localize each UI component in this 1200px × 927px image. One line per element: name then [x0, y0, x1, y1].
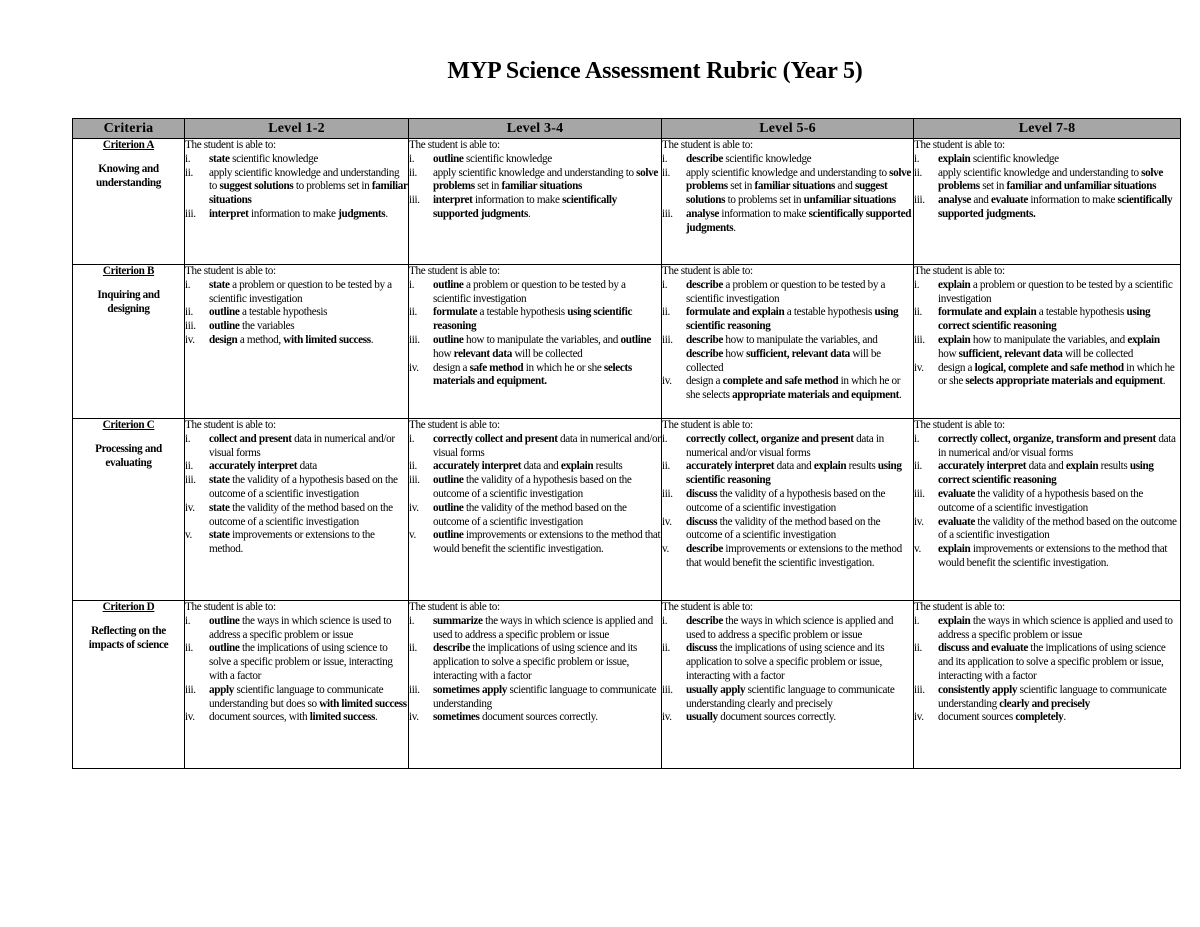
- descriptor-numeral: i.: [409, 614, 415, 627]
- descriptor-item: [662, 334, 913, 375]
- criterion-description: Knowing and understanding: [95, 162, 162, 189]
- descriptor-item: [185, 529, 408, 557]
- descriptor-text: state the validity of the method based on the outcome of a scientific investigation: [209, 501, 393, 528]
- descriptor-text: correctly collect and present data in numerical and/or visual forms: [433, 432, 661, 459]
- descriptor-numeral: ii.: [185, 460, 193, 473]
- header-level-5-6: Level 5-6: [662, 119, 914, 139]
- descriptor-cell-level-5-6: [662, 419, 914, 601]
- descriptor-item: [409, 433, 661, 461]
- descriptor-item: [662, 516, 913, 544]
- descriptor-text: correctly collect, organize and present data in numerical and/or visual forms: [686, 432, 884, 459]
- descriptor-text: describe scientific knowledge: [686, 152, 812, 165]
- descriptor-item: [662, 543, 913, 571]
- descriptor-cell-level-7-8: [914, 601, 1181, 769]
- descriptor-text: explain the ways in which science is applied and used to address a specific problem or issue: [938, 614, 1173, 641]
- descriptor-item: [914, 362, 1180, 390]
- descriptor-cell-level-1-2: [185, 139, 409, 265]
- descriptor-numeral: iii.: [409, 194, 420, 207]
- descriptor-numeral: ii.: [914, 460, 922, 473]
- descriptor-item: [914, 334, 1180, 362]
- descriptor-lead: The student is able to:: [662, 419, 753, 431]
- descriptor-item: [409, 279, 661, 307]
- descriptor-item: [409, 615, 661, 643]
- descriptor-cell-level-3-4: [409, 265, 662, 419]
- descriptor-item: [914, 167, 1180, 195]
- descriptor-text: explain how to manipulate the variables, and explain how sufficient, relevant data will be collected: [938, 333, 1160, 360]
- descriptor-text: apply scientific knowledge and understanding to solve problems set in familiar and unfamiliar situations: [938, 166, 1164, 193]
- header-level-1-2: Level 1-2: [185, 119, 409, 139]
- descriptor-item: [662, 460, 913, 488]
- descriptor-numeral: iii.: [409, 333, 420, 346]
- descriptor-numeral: ii.: [662, 306, 670, 319]
- descriptor-text: analyse information to make scientifically supported judgments.: [686, 207, 912, 234]
- descriptor-item: [185, 642, 408, 683]
- descriptor-numeral: iii.: [914, 194, 925, 207]
- descriptor-numeral: iii.: [185, 320, 196, 333]
- criterion-label-cell: [73, 265, 185, 419]
- descriptor-lead: The student is able to:: [662, 265, 753, 277]
- descriptor-item: [185, 502, 408, 530]
- descriptor-numeral: iv.: [914, 361, 924, 374]
- descriptor-lead: The student is able to:: [662, 601, 753, 613]
- descriptor-text: apply scientific knowledge and understanding to suggest solutions to problems set in familiar situations: [209, 166, 408, 207]
- descriptor-item: [662, 488, 913, 516]
- descriptor-item: [185, 711, 408, 725]
- descriptor-lead: The student is able to:: [662, 139, 753, 151]
- descriptor-item: [409, 167, 661, 195]
- descriptor-text: discuss the implications of using science and its application to solve a specific problem or issue, interacting with a factor: [686, 642, 885, 682]
- descriptor-numeral: iv.: [662, 711, 672, 724]
- descriptor-numeral: iv.: [914, 711, 924, 724]
- descriptor-cell-level-7-8: [914, 139, 1181, 265]
- descriptor-numeral: iii.: [409, 474, 420, 487]
- descriptor-numeral: iii.: [914, 683, 925, 696]
- descriptor-numeral: iii.: [914, 487, 925, 500]
- criterion-label-cell: [73, 419, 185, 601]
- descriptor-numeral: ii.: [662, 166, 670, 179]
- descriptor-numeral: iv.: [185, 501, 195, 514]
- descriptor-item: [914, 460, 1180, 488]
- descriptor-text: describe a problem or question to be tested by a scientific investigation: [686, 278, 886, 305]
- descriptor-cell-level-5-6: [662, 139, 914, 265]
- descriptor-numeral: v.: [409, 529, 416, 542]
- page-title: MYP Science Assessment Rubric (Year 5): [447, 58, 863, 84]
- descriptor-item: [914, 279, 1180, 307]
- descriptor-item: [185, 167, 408, 208]
- descriptor-item: [914, 684, 1180, 712]
- descriptor-lead: The student is able to:: [409, 265, 500, 277]
- descriptor-numeral: ii.: [409, 166, 417, 179]
- descriptor-numeral: ii.: [662, 460, 670, 473]
- descriptor-text: state scientific knowledge: [209, 152, 318, 165]
- header-criteria: Criteria: [73, 119, 185, 139]
- descriptor-text: analyse and evaluate information to make scientifically supported judgments.: [938, 194, 1173, 220]
- descriptor-numeral: iv.: [662, 375, 672, 388]
- descriptor-item: [914, 516, 1180, 544]
- descriptor-item: [914, 153, 1180, 167]
- descriptor-numeral: iii.: [662, 487, 673, 500]
- descriptor-numeral: iii.: [409, 683, 420, 696]
- descriptor-item: [662, 375, 913, 403]
- descriptor-text: interpret information to make judgments.: [209, 207, 388, 220]
- criterion-description: Inquiring and designing: [97, 288, 160, 315]
- descriptor-cell-level-7-8: [914, 419, 1181, 601]
- descriptor-numeral: ii.: [409, 306, 417, 319]
- descriptor-cell-level-1-2: [185, 601, 409, 769]
- descriptor-numeral: v.: [185, 529, 192, 542]
- descriptor-text: document sources completely.: [938, 711, 1066, 724]
- descriptor-item: [662, 279, 913, 307]
- descriptor-item: [662, 153, 913, 167]
- rubric-table: [72, 118, 1181, 769]
- descriptor-text: state a problem or question to be tested by a scientific investigation: [209, 278, 392, 305]
- descriptor-item: [914, 543, 1180, 571]
- descriptor-numeral: v.: [662, 543, 669, 556]
- descriptor-text: describe the implications of using science and its application to solve a specific problem or issue, interacting with a factor: [433, 642, 638, 682]
- criterion-row: [73, 265, 1181, 419]
- descriptor-numeral: iv.: [185, 711, 195, 724]
- descriptor-lead: The student is able to:: [409, 139, 500, 151]
- descriptor-cell-level-5-6: [662, 265, 914, 419]
- descriptor-item: [914, 306, 1180, 334]
- descriptor-text: sometimes document sources correctly.: [433, 711, 598, 724]
- descriptor-item: [409, 194, 661, 222]
- descriptor-text: formulate and explain a testable hypothesis using correct scientific reasoning: [938, 306, 1151, 333]
- descriptor-item: [914, 642, 1180, 683]
- descriptor-item: [185, 208, 408, 222]
- descriptor-item: [409, 642, 661, 683]
- descriptor-item: [409, 502, 661, 530]
- descriptor-numeral: i.: [914, 152, 920, 165]
- descriptor-text: outline the validity of a hypothesis based on the outcome of a scientific investigation: [433, 474, 632, 500]
- descriptor-item: [185, 320, 408, 334]
- descriptor-numeral: i.: [662, 432, 668, 445]
- descriptor-item: [662, 642, 913, 683]
- descriptor-item: [662, 208, 913, 236]
- descriptor-lead: The student is able to:: [185, 601, 276, 613]
- descriptor-item: [662, 433, 913, 461]
- descriptor-item: [409, 474, 661, 502]
- descriptor-cell-level-3-4: [409, 139, 662, 265]
- descriptor-numeral: i.: [185, 614, 191, 627]
- descriptor-numeral: ii.: [914, 166, 922, 179]
- descriptor-item: [662, 711, 913, 725]
- descriptor-lead: The student is able to:: [409, 601, 500, 613]
- descriptor-text: design a complete and safe method in which he or she selects appropriate materials and equipment.: [686, 375, 902, 402]
- descriptor-numeral: ii.: [409, 460, 417, 473]
- descriptor-item: [409, 529, 661, 557]
- descriptor-text: evaluate the validity of the method based on the outcome of a scientific investigation: [938, 515, 1177, 542]
- descriptor-text: formulate and explain a testable hypothesis using scientific reasoning: [686, 306, 899, 333]
- descriptor-lead: The student is able to:: [914, 419, 1005, 431]
- criterion-name: Criterion B: [102, 265, 155, 277]
- descriptor-numeral: i.: [662, 278, 668, 291]
- criterion-description: Reflecting on the impacts of science: [88, 624, 169, 651]
- header-row: [73, 119, 1181, 139]
- descriptor-text: discuss and evaluate the implications of using science and its application to solve a specific problem or issue, interacting with a factor: [938, 642, 1166, 682]
- descriptor-item: [409, 153, 661, 167]
- descriptor-text: summarize the ways in which science is applied and used to address a specific problem or issue: [433, 614, 653, 641]
- descriptor-text: outline improvements or extensions to the method that would benefit the scientific investigation.: [433, 529, 661, 556]
- descriptor-item: [409, 362, 661, 390]
- descriptor-lead: The student is able to:: [185, 419, 276, 431]
- descriptor-numeral: v.: [914, 543, 921, 556]
- descriptor-numeral: i.: [662, 152, 668, 165]
- descriptor-item: [409, 306, 661, 334]
- descriptor-text: collect and present data in numerical and/or visual forms: [209, 432, 395, 459]
- descriptor-text: formulate a testable hypothesis using scientific reasoning: [433, 306, 633, 333]
- descriptor-text: discuss the validity of the method based on the outcome of a scientific investigation: [686, 515, 881, 542]
- descriptor-cell-level-1-2: [185, 419, 409, 601]
- descriptor-text: describe how to manipulate the variables, and describe how sufficient, relevant data will be collected: [686, 333, 881, 374]
- descriptor-item: [662, 684, 913, 712]
- descriptor-cell-level-7-8: [914, 265, 1181, 419]
- descriptor-numeral: i.: [409, 152, 415, 165]
- descriptor-lead: The student is able to:: [914, 139, 1005, 151]
- descriptor-item: [185, 460, 408, 474]
- descriptor-text: correctly collect, organize, transform and present data in numerical and/or visual forms: [938, 432, 1176, 459]
- descriptor-item: [409, 334, 661, 362]
- criterion-description: Processing and evaluating: [95, 442, 162, 469]
- descriptor-item: [914, 711, 1180, 725]
- descriptor-numeral: ii.: [662, 642, 670, 655]
- descriptor-numeral: ii.: [185, 642, 193, 655]
- descriptor-cell-level-5-6: [662, 601, 914, 769]
- descriptor-text: explain scientific knowledge: [938, 152, 1059, 165]
- descriptor-numeral: iv.: [662, 515, 672, 528]
- descriptor-text: outline how to manipulate the variables, and outline how relevant data will be collected: [433, 333, 651, 360]
- descriptor-text: accurately interpret data and explain results: [433, 460, 623, 473]
- descriptor-numeral: i.: [185, 152, 191, 165]
- descriptor-numeral: iii.: [185, 683, 196, 696]
- descriptor-numeral: iii.: [662, 207, 673, 220]
- descriptor-numeral: i.: [185, 432, 191, 445]
- descriptor-numeral: iv.: [409, 361, 419, 374]
- descriptor-item: [409, 684, 661, 712]
- header-level-7-8: Level 7-8: [914, 119, 1181, 139]
- descriptor-numeral: ii.: [914, 642, 922, 655]
- descriptor-numeral: i.: [662, 614, 668, 627]
- descriptor-text: apply scientific language to communicate understanding but does so with limited success: [209, 683, 407, 710]
- descriptor-numeral: iv.: [914, 515, 924, 528]
- descriptor-text: accurately interpret data and explain results using correct scientific reasoning: [938, 460, 1154, 487]
- descriptor-text: state the validity of a hypothesis based on the outcome of a scientific investigation: [209, 474, 398, 500]
- criterion-name: Criterion A: [102, 139, 155, 151]
- descriptor-text: accurately interpret data: [209, 460, 317, 473]
- descriptor-text: outline the implications of using science to solve a specific problem or issue, interacting with a factor: [209, 642, 393, 682]
- descriptor-lead: The student is able to:: [914, 265, 1005, 277]
- descriptor-numeral: iv.: [409, 711, 419, 724]
- descriptor-item: [185, 153, 408, 167]
- descriptor-numeral: iii.: [185, 474, 196, 487]
- descriptor-text: accurately interpret data and explain results using scientific reasoning: [686, 460, 902, 487]
- criterion-label-cell: [73, 601, 185, 769]
- descriptor-item: [662, 306, 913, 334]
- descriptor-text: state improvements or extensions to the method.: [209, 529, 375, 556]
- descriptor-item: [185, 433, 408, 461]
- descriptor-text: design a safe method in which he or she selects materials and equipment.: [433, 361, 632, 388]
- descriptor-item: [409, 711, 661, 725]
- descriptor-numeral: ii.: [185, 306, 193, 319]
- descriptor-item: [662, 615, 913, 643]
- descriptor-text: describe improvements or extensions to the method that would benefit the scientific investigation.: [686, 543, 902, 569]
- descriptor-text: outline a testable hypothesis: [209, 306, 328, 319]
- descriptor-item: [914, 433, 1180, 461]
- descriptor-text: outline the ways in which science is used to address a specific problem or issue: [209, 614, 392, 641]
- descriptor-numeral: iii.: [662, 683, 673, 696]
- descriptor-item: [185, 306, 408, 320]
- descriptor-numeral: iii.: [914, 333, 925, 346]
- descriptor-item: [914, 488, 1180, 516]
- descriptor-lead: The student is able to:: [409, 419, 500, 431]
- descriptor-text: explain a problem or question to be tested by a scientific investigation: [938, 278, 1173, 305]
- criterion-row: [73, 419, 1181, 601]
- descriptor-numeral: iv.: [185, 333, 195, 346]
- descriptor-numeral: iv.: [409, 501, 419, 514]
- descriptor-text: describe the ways in which science is applied and used to address a specific problem or issue: [686, 614, 894, 641]
- descriptor-numeral: iii.: [185, 207, 196, 220]
- descriptor-numeral: i.: [185, 278, 191, 291]
- descriptor-text: apply scientific knowledge and understanding to solve problems set in familiar situations and suggest solutions to problems set in unfamiliar situations: [686, 166, 912, 207]
- descriptor-numeral: ii.: [914, 306, 922, 319]
- descriptor-item: [409, 460, 661, 474]
- descriptor-item: [185, 279, 408, 307]
- descriptor-item: [662, 167, 913, 208]
- descriptor-item: [914, 194, 1180, 222]
- descriptor-numeral: i.: [914, 278, 920, 291]
- descriptor-text: outline a problem or question to be tested by a scientific investigation: [433, 278, 626, 305]
- descriptor-text: design a logical, complete and safe method in which he or she selects appropriate materials and equipment.: [938, 361, 1175, 388]
- criterion-name: Criterion C: [102, 419, 155, 431]
- descriptor-numeral: i.: [409, 278, 415, 291]
- descriptor-text: apply scientific knowledge and understanding to solve problems set in familiar situations: [433, 166, 659, 193]
- descriptor-text: outline scientific knowledge: [433, 152, 552, 165]
- descriptor-lead: The student is able to:: [185, 139, 276, 151]
- header-level-3-4: Level 3-4: [409, 119, 662, 139]
- descriptor-item: [185, 684, 408, 712]
- descriptor-numeral: ii.: [185, 166, 193, 179]
- descriptor-text: usually apply scientific language to communicate understanding clearly and precisely: [686, 683, 895, 710]
- criterion-name: Criterion D: [102, 601, 155, 613]
- descriptor-numeral: i.: [914, 614, 920, 627]
- descriptor-text: explain improvements or extensions to the method that would benefit the scientific investigation.: [938, 543, 1168, 569]
- descriptor-text: document sources, with limited success.: [209, 711, 378, 724]
- descriptor-text: evaluate the validity of a hypothesis based on the outcome of a scientific investigation: [938, 487, 1143, 514]
- descriptor-cell-level-1-2: [185, 265, 409, 419]
- descriptor-text: usually document sources correctly.: [686, 711, 836, 724]
- criterion-row: [73, 601, 1181, 769]
- descriptor-numeral: i.: [409, 432, 415, 445]
- descriptor-lead: The student is able to:: [914, 601, 1005, 613]
- descriptor-lead: The student is able to:: [185, 265, 276, 277]
- descriptor-text: sometimes apply scientific language to communicate understanding: [433, 683, 657, 710]
- descriptor-text: design a method, with limited success.: [209, 333, 374, 346]
- descriptor-cell-level-3-4: [409, 601, 662, 769]
- criterion-label-cell: [73, 139, 185, 265]
- descriptor-numeral: iii.: [662, 333, 673, 346]
- criterion-row: [73, 139, 1181, 265]
- descriptor-numeral: ii.: [409, 642, 417, 655]
- descriptor-text: consistently apply scientific language to communicate understanding clearly and precisely: [938, 683, 1167, 710]
- descriptor-text: discuss the validity of a hypothesis based on the outcome of a scientific investigation: [686, 487, 886, 514]
- descriptor-text: interpret information to make scientifically supported judgments.: [433, 194, 617, 220]
- descriptor-cell-level-3-4: [409, 419, 662, 601]
- descriptor-text: outline the validity of the method based on the outcome of a scientific investigation: [433, 501, 627, 528]
- descriptor-item: [914, 615, 1180, 643]
- descriptor-item: [185, 474, 408, 502]
- descriptor-item: [185, 615, 408, 643]
- descriptor-numeral: i.: [914, 432, 920, 445]
- descriptor-text: outline the variables: [209, 320, 295, 333]
- descriptor-item: [185, 334, 408, 348]
